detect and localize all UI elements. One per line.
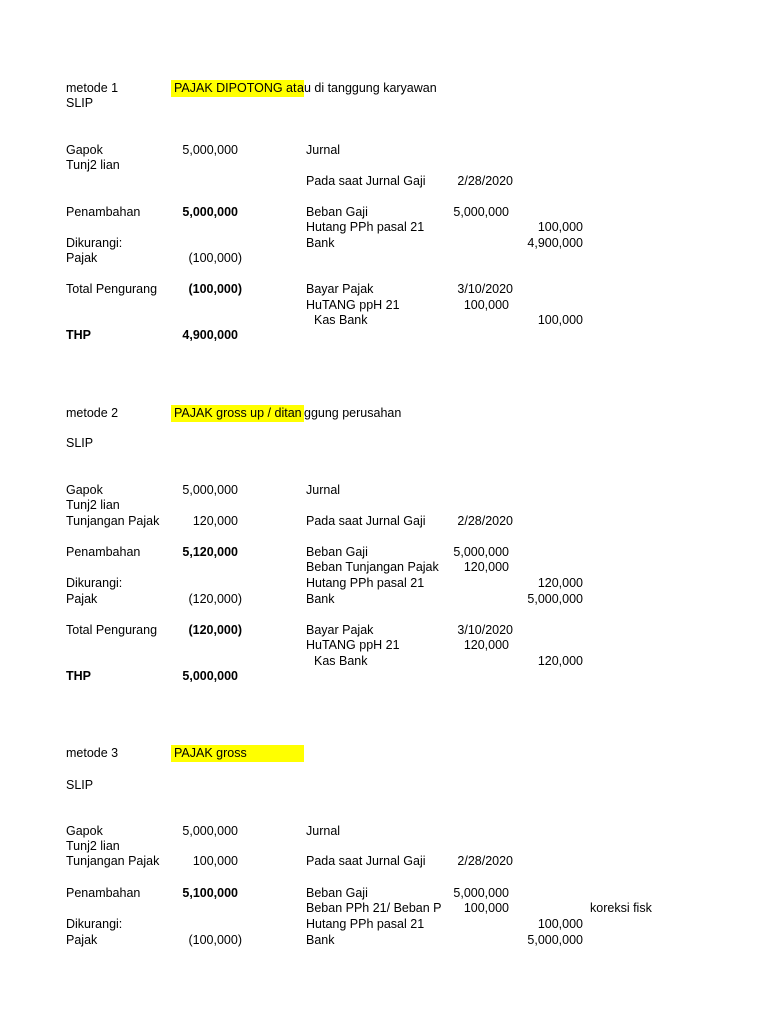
beban-pph21-debit: 100,000 bbox=[463, 901, 509, 915]
pajak-label: Pajak bbox=[66, 933, 98, 947]
beban-pph21-label: Beban PPh 21/ Beban P bbox=[306, 901, 442, 915]
dikurangi-label: Dikurangi: bbox=[66, 917, 123, 931]
slip-label: SLIP bbox=[66, 96, 94, 110]
tunjangan-pajak-value: 100,000 bbox=[192, 854, 238, 868]
metode-label: metode 1 bbox=[66, 81, 119, 95]
tunj-lain-label: Tunj2 lian bbox=[66, 158, 120, 172]
gapok-value: 5,000,000 bbox=[182, 483, 238, 497]
beban-gaji-debit: 5,000,000 bbox=[453, 886, 509, 900]
bank-label: Bank bbox=[306, 592, 335, 606]
metode-label: metode 3 bbox=[66, 746, 119, 760]
jurnal-gaji-label: Pada saat Jurnal Gaji bbox=[306, 174, 426, 188]
hutang-pph21-debit: 100,000 bbox=[463, 298, 509, 312]
penambahan-label: Penambahan bbox=[66, 545, 141, 559]
penambahan-value: 5,120,000 bbox=[182, 545, 238, 559]
kas-bank-label: Kas Bank bbox=[314, 313, 368, 327]
thp-label: THP bbox=[66, 328, 91, 342]
tunjangan-pajak-value: 120,000 bbox=[192, 514, 238, 528]
hutang-pph21-debit: 120,000 bbox=[463, 638, 509, 652]
jurnal-gaji-date: 2/28/2020 bbox=[457, 174, 513, 188]
dikurangi-label: Dikurangi: bbox=[66, 576, 123, 590]
hutang-pph-credit: 100,000 bbox=[537, 220, 583, 234]
penambahan-value: 5,100,000 bbox=[182, 886, 238, 900]
hutang-pph-label: Hutang PPh pasal 21 bbox=[306, 917, 425, 931]
bank-label: Bank bbox=[306, 236, 335, 250]
pajak-label: Pajak bbox=[66, 592, 98, 606]
gapok-label: Gapok bbox=[66, 483, 103, 497]
bank-label: Bank bbox=[306, 933, 335, 947]
total-pengurang-value: (100,000) bbox=[188, 282, 242, 296]
hutang-pph-credit: 100,000 bbox=[537, 917, 583, 931]
method-title-rest: ggung perusahan bbox=[304, 406, 402, 420]
bank-credit: 5,000,000 bbox=[527, 933, 583, 947]
gapok-label: Gapok bbox=[66, 824, 103, 838]
beban-tunjangan-pajak-debit: 120,000 bbox=[463, 560, 509, 574]
jurnal-label: Jurnal bbox=[306, 483, 341, 497]
pajak-value: (100,000) bbox=[188, 251, 242, 265]
beban-tunjangan-pajak-label: Beban Tunjangan Pajak bbox=[306, 560, 439, 574]
metode-label: metode 2 bbox=[66, 406, 119, 420]
beban-gaji-debit: 5,000,000 bbox=[453, 205, 509, 219]
beban-gaji-label: Beban Gaji bbox=[306, 886, 368, 900]
dikurangi-label: Dikurangi: bbox=[66, 236, 123, 250]
jurnal-gaji-label: Pada saat Jurnal Gaji bbox=[306, 514, 426, 528]
beban-gaji-label: Beban Gaji bbox=[306, 545, 368, 559]
method-title-rest: au di tanggung karyawan bbox=[297, 81, 437, 95]
penambahan-label: Penambahan bbox=[66, 205, 141, 219]
gapok-value: 5,000,000 bbox=[182, 824, 238, 838]
bank-credit: 5,000,000 bbox=[527, 592, 583, 606]
pajak-label: Pajak bbox=[66, 251, 98, 265]
total-pengurang-label: Total Pengurang bbox=[66, 282, 158, 296]
penambahan-value: 5,000,000 bbox=[182, 205, 238, 219]
jurnal-gaji-label: Pada saat Jurnal Gaji bbox=[306, 854, 426, 868]
jurnal-label: Jurnal bbox=[306, 143, 341, 157]
hutang-pph-credit: 120,000 bbox=[537, 576, 583, 590]
hutang-pph21-label: HuTANG ppH 21 bbox=[306, 298, 400, 312]
jurnal-gaji-date: 2/28/2020 bbox=[457, 854, 513, 868]
hutang-pph-label: Hutang PPh pasal 21 bbox=[306, 576, 425, 590]
beban-gaji-label: Beban Gaji bbox=[306, 205, 368, 219]
kas-bank-credit: 100,000 bbox=[537, 313, 583, 327]
bayar-pajak-label: Bayar Pajak bbox=[306, 282, 374, 296]
hutang-pph21-label: HuTANG ppH 21 bbox=[306, 638, 400, 652]
slip-label: SLIP bbox=[66, 778, 94, 792]
bank-credit: 4,900,000 bbox=[527, 236, 583, 250]
method-title-highlighted: PAJAK gross up / ditan bbox=[174, 406, 302, 420]
beban-gaji-debit: 5,000,000 bbox=[453, 545, 509, 559]
method-title-highlighted: PAJAK DIPOTONG at bbox=[174, 81, 297, 95]
pajak-value: (100,000) bbox=[188, 933, 242, 947]
total-pengurang-value: (120,000) bbox=[188, 623, 242, 637]
method-title-highlighted: PAJAK gross bbox=[174, 746, 247, 760]
jurnal-gaji-date: 2/28/2020 bbox=[457, 514, 513, 528]
thp-value: 5,000,000 bbox=[182, 669, 238, 683]
bayar-pajak-date: 3/10/2020 bbox=[457, 282, 513, 296]
bayar-pajak-date: 3/10/2020 bbox=[457, 623, 513, 637]
hutang-pph-label: Hutang PPh pasal 21 bbox=[306, 220, 425, 234]
penambahan-label: Penambahan bbox=[66, 886, 141, 900]
tunj-lain-label: Tunj2 lian bbox=[66, 498, 120, 512]
gapok-value: 5,000,000 bbox=[182, 143, 238, 157]
koreksi-fiskal-note: koreksi fisk bbox=[590, 901, 652, 915]
total-pengurang-label: Total Pengurang bbox=[66, 623, 158, 637]
tunjangan-pajak-label: Tunjangan Pajak bbox=[66, 514, 160, 528]
tunj-lain-label: Tunj2 lian bbox=[66, 839, 120, 853]
jurnal-label: Jurnal bbox=[306, 824, 341, 838]
kas-bank-label: Kas Bank bbox=[314, 654, 368, 668]
slip-label: SLIP bbox=[66, 436, 94, 450]
thp-value: 4,900,000 bbox=[182, 328, 238, 342]
thp-label: THP bbox=[66, 669, 91, 683]
kas-bank-credit: 120,000 bbox=[537, 654, 583, 668]
bayar-pajak-label: Bayar Pajak bbox=[306, 623, 374, 637]
gapok-label: Gapok bbox=[66, 143, 103, 157]
tunjangan-pajak-label: Tunjangan Pajak bbox=[66, 854, 160, 868]
pajak-value: (120,000) bbox=[188, 592, 242, 606]
